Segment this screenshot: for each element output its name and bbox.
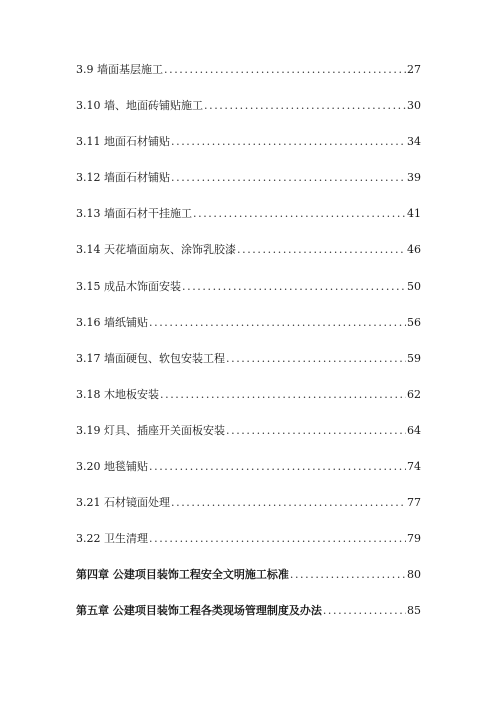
toc-entry-title: 3.16 墙纸铺贴 [76,315,148,329]
toc-entry-title: 3.13 墙面石材干挂施工 [76,207,192,221]
toc-entry-page: 79 [407,532,421,546]
toc-entry-page: 85 [407,604,421,618]
toc-dot-leader [149,315,406,331]
toc-chapter-title: 第五章 公建项目装饰工程各类现场管理制度及办法 [76,604,322,618]
toc-dot-leader [290,567,406,583]
toc-entry[interactable] [76,423,421,459]
toc-dot-leader [171,170,406,186]
toc-entry[interactable] [76,387,421,423]
toc-entry-page: 50 [407,279,421,293]
toc-entry[interactable] [76,62,421,98]
toc-entry-title: 3.21 石材镜面处理 [76,496,170,510]
toc-entry-page: 30 [407,99,421,113]
toc-entry-page: 64 [407,423,421,437]
toc-entry-page: 41 [407,207,421,221]
toc-chapter-entry[interactable] [76,603,421,639]
toc-entry-title: 3.12 墙面石材铺贴 [76,171,170,185]
toc-entry-page: 56 [407,315,421,329]
toc-entry-title: 3.22 卫生清理 [76,532,148,546]
toc-entry-page: 34 [407,135,421,149]
toc-entry[interactable] [76,315,421,351]
toc-entry-title: 3.15 成品木饰面安装 [76,279,181,293]
toc-entry-title: 3.11 地面石材铺贴 [76,135,170,149]
toc-entry-title: 3.17 墙面硬包、软包安装工程 [76,351,225,365]
toc-entry[interactable] [76,531,421,567]
toc-entry-title: 3.19 灯具、插座开关面板安装 [76,423,225,437]
toc-entry-page: 62 [407,387,421,401]
toc-dot-leader [323,603,406,619]
toc-dot-leader [226,423,406,439]
toc-dot-leader [164,62,406,78]
toc-entry-title: 3.10 墙、地面砖铺贴施工 [76,99,203,113]
toc-entry[interactable] [76,170,421,206]
toc-entry[interactable] [76,279,421,315]
toc-dot-leader [171,134,406,150]
toc-entry[interactable] [76,495,421,531]
toc-dot-leader [204,98,406,114]
toc-entry[interactable] [76,351,421,387]
toc-entry[interactable] [76,242,421,278]
toc-entry[interactable] [76,134,421,170]
toc-entry-page: 39 [407,171,421,185]
toc-entry-page: 77 [407,496,421,510]
toc-entry[interactable] [76,98,421,134]
toc-dot-leader [193,206,406,222]
toc-entry-title: 3.18 木地板安装 [76,387,159,401]
toc-entry[interactable] [76,459,421,495]
toc-dot-leader [149,459,406,475]
toc-entry[interactable] [76,206,421,242]
toc-chapter-entry[interactable] [76,567,421,603]
toc-entry-title: 3.9 墙面基层施工 [76,63,163,76]
toc-entry-page: 46 [407,243,421,257]
toc-dot-leader [237,242,406,258]
toc-entry-title: 3.20 地毯铺贴 [76,460,148,474]
toc-dot-leader [171,495,406,511]
toc-entry-page: 59 [407,351,421,365]
toc-entry-page: 80 [407,568,421,582]
toc-chapter-title: 第四章 公建项目装饰工程安全文明施工标准 [76,568,289,582]
toc-dot-leader [182,279,406,295]
toc-dot-leader [160,387,406,403]
toc-dot-leader [226,351,406,367]
toc-dot-leader [149,531,406,547]
toc-entry-page: 27 [407,63,421,76]
table-of-contents [76,62,421,640]
toc-entry-title: 3.14 天花墙面扇灰、涂饰乳胶漆 [76,243,236,257]
toc-entry-page: 74 [407,460,421,474]
